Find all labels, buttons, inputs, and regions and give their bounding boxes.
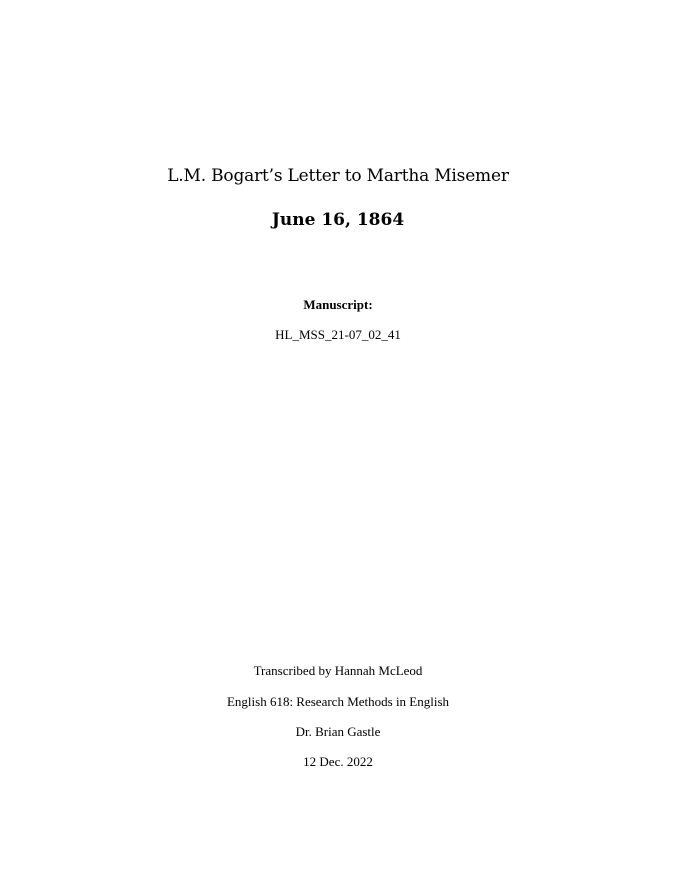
submission-date: 12 Dec. 2022: [303, 754, 373, 769]
letter-date: June 16, 1864: [271, 210, 405, 230]
manuscript-label: Manuscript:: [303, 297, 373, 312]
instructor-name: Dr. Brian Gastle: [295, 724, 381, 739]
transcriber-credit: Transcribed by Hannah McLeod: [253, 663, 423, 678]
manuscript-id: HL_MSS_21-07_02_41: [275, 327, 401, 342]
course-name: English 618: Research Methods in English: [226, 694, 450, 709]
document-title: L.M. Bogart’s Letter to Martha Misemer: [167, 166, 509, 186]
